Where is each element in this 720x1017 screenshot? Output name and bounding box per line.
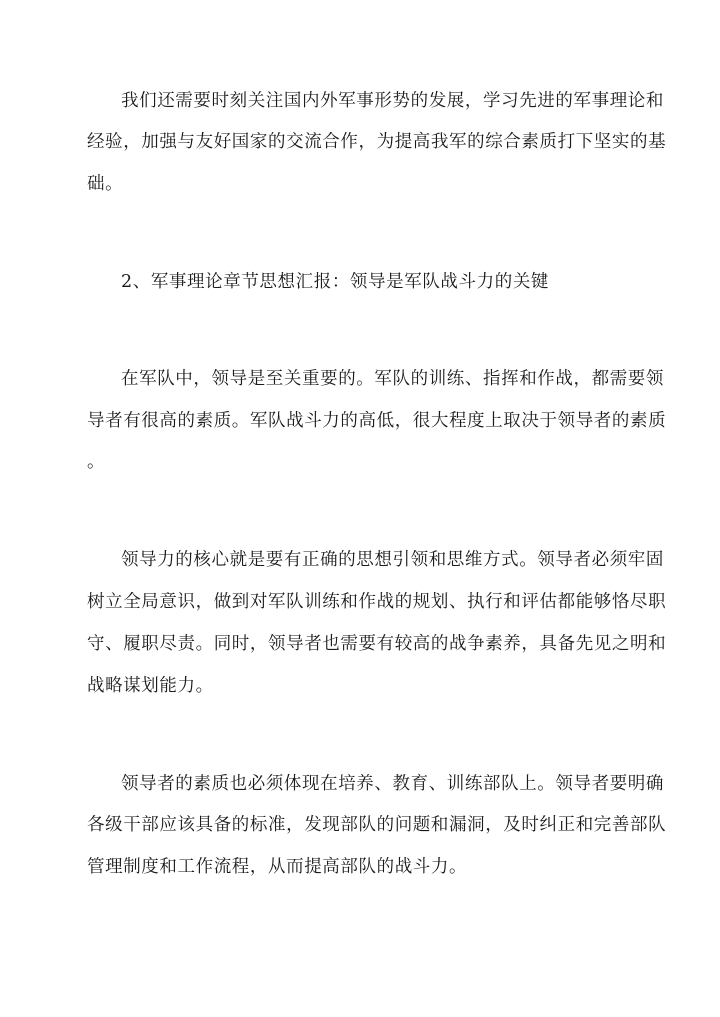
paragraph-3-line-2: 树立全局意识，做到对军队训练和作战的规划、执行和评估都能够恪尽职 <box>87 592 667 612</box>
paragraph-4-line-3: 管理制度和工作流程，从而提高部队的战斗力。 <box>87 857 468 877</box>
paragraph-1-line-1: 我们还需要时刻关注国内外军事形势的发展，学习先进的军事理论和 <box>121 91 664 111</box>
paragraph-3-line-4: 战略谋划能力。 <box>87 676 214 696</box>
paragraph-3-line-1: 领导力的核心就是要有正确的思想引领和思维方式。领导者必须牢固 <box>121 550 664 570</box>
paragraph-4-line-2: 各级干部应该具备的标准，发现部队的问题和漏洞，及时纠正和完善部队 <box>87 815 667 835</box>
paragraph-4-line-1: 领导者的素质也必须体现在培养、教育、训练部队上。领导者要明确 <box>121 774 664 794</box>
paragraph-2-line-3: 。 <box>87 452 106 472</box>
paragraph-2-line-1: 在军队中，领导是至关重要的。军队的训练、指挥和作战，都需要领 <box>121 369 664 389</box>
paragraph-2-line-2: 导者有很高的素质。军队战斗力的高低，很大程度上取决于领导者的素质 <box>87 411 667 431</box>
paragraph-1-line-2: 经验，加强与友好国家的交流合作，为提高我军的综合素质打下坚实的基 <box>87 132 667 152</box>
section-heading: 2、军事理论章节思想汇报：领导是军队战斗力的关键 <box>121 272 550 292</box>
paragraph-3-line-3: 守、履职尽责。同时，领导者也需要有较高的战争素养，具备先见之明和 <box>87 634 667 654</box>
paragraph-1-line-3: 础。 <box>87 174 124 194</box>
